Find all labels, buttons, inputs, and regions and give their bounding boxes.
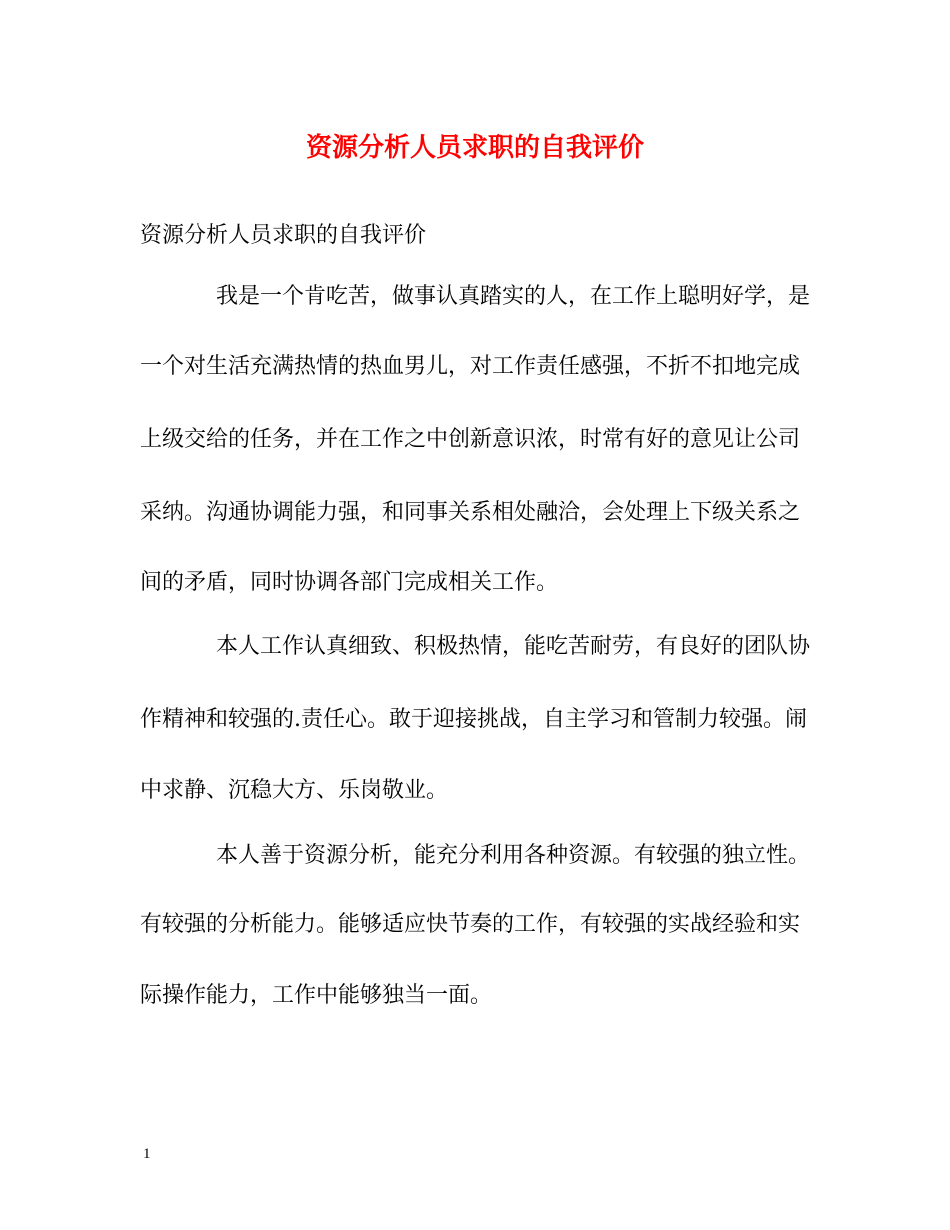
paragraph-1-line-3: 上级交给的任务，并在工作之中创新意识浓，时常有好的意见让公司 [140,427,801,452]
paragraph-2-line-1: 本人工作认真细致、积极热情，能吃苦耐劳，有良好的团队协 [216,634,811,659]
paragraph-3-line-1: 本人善于资源分析，能充分利用各种资源。有较强的独立性。 [216,843,811,868]
paragraph-1-line-5: 间的矛盾，同时协调各部门完成相关工作。 [140,570,559,595]
paragraph-3-line-2: 有较强的分析能力。能够适应快节奏的工作，有较强的实战经验和实 [140,912,801,937]
paragraph-1-line-2: 一个对生活充满热情的热血男儿，对工作责任感强，不折不扣地完成 [140,354,801,379]
paragraph-2-line-3: 中求静、沉稳大方、乐岗敬业。 [140,778,449,803]
page-number: 1 [143,1146,151,1162]
paragraph-1-line-4: 采纳。沟通协调能力强，和同事关系相处融洽，会处理上下级关系之 [140,500,801,525]
paragraph-1-line-1: 我是一个肯吃苦，做事认真踏实的人，在工作上聪明好学，是 [216,284,811,309]
paragraph-3-line-3: 际操作能力，工作中能够独当一面。 [140,983,493,1008]
paragraph-2-line-2: 作精神和较强的.责任心。敢于迎接挑战，自主学习和管制力较强。闹 [140,707,807,732]
document-title: 资源分析人员求职的自我评价 [305,133,644,163]
document-subtitle: 资源分析人员求职的自我评价 [140,223,427,248]
